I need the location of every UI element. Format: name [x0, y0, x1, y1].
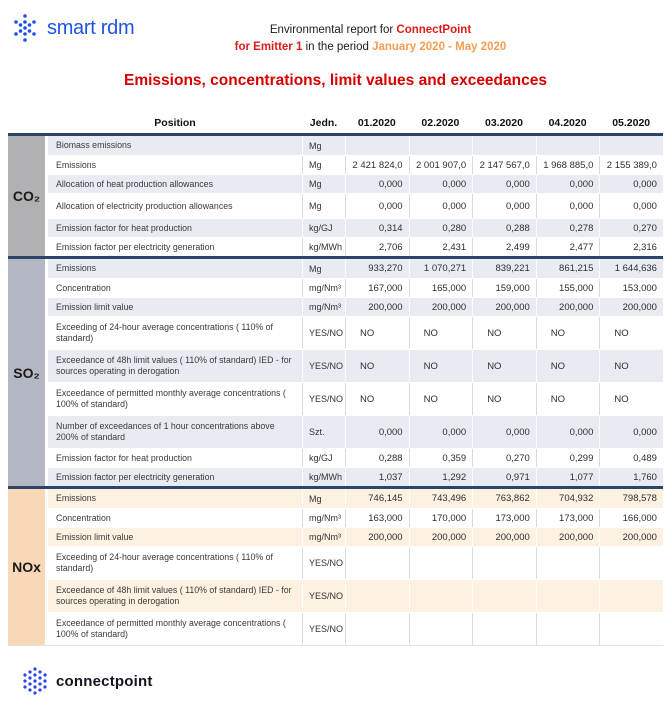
- value-cell: 0,000: [599, 194, 663, 218]
- value-cell: 0,288: [345, 449, 409, 467]
- row-unit: kg/MWh: [302, 468, 345, 486]
- header-month-2: 02.2020: [421, 116, 460, 129]
- header-position: Position: [154, 116, 196, 129]
- value-cell: NO: [536, 317, 600, 349]
- value-cell: 200,000: [409, 528, 473, 546]
- value-cell: 0,000: [536, 175, 600, 193]
- value-cell: 2 421 824,0: [345, 156, 409, 174]
- subtitle-emitter: for Emitter 1: [234, 41, 303, 53]
- value-cell: NO: [599, 350, 663, 382]
- row-label: Emission factor for heat production: [56, 222, 192, 233]
- value-cell: 170,000: [409, 509, 473, 527]
- value-cell: 0,000: [345, 416, 409, 448]
- row-label: Exceeding of 24-hour average concentrations ( 110% of standard): [56, 322, 273, 343]
- subtitle-middle: in the period: [302, 41, 373, 53]
- value-cell: NO: [472, 383, 536, 415]
- section-rows: [48, 489, 663, 645]
- header-month-5: 05.2020: [612, 116, 651, 129]
- value-cell: 743,496: [409, 489, 473, 508]
- row-label: Exceedance of permitted monthly average concentrations ( 100% of standard): [56, 388, 286, 409]
- value-cell: 0,000: [409, 416, 473, 448]
- row-unit: YES/NO: [302, 350, 345, 382]
- table-row: [48, 193, 663, 218]
- row-unit: Mg: [302, 259, 345, 278]
- section-co2: [8, 133, 663, 256]
- table-row: [48, 174, 663, 193]
- connectpoint-logo-text: connectpoint: [56, 672, 153, 690]
- value-cell: 1,292: [409, 468, 473, 486]
- row-label: Number of exceedances of 1 hour concentrations above 200% of standard: [56, 421, 275, 442]
- table-row: [48, 508, 663, 527]
- smart-rdm-logo-text: smart rdm: [47, 16, 135, 39]
- value-cell: [409, 613, 473, 645]
- row-label: Emission factor per electricity generation: [56, 241, 215, 252]
- row-unit: Mg: [302, 136, 345, 155]
- row-label: Allocation of heat production allowances: [56, 178, 213, 189]
- value-cell: 165,000: [409, 279, 473, 297]
- row-label: Emission limit value: [56, 531, 134, 542]
- row-unit: YES/NO: [302, 383, 345, 415]
- value-cell: [599, 580, 663, 612]
- row-label: Emission limit value: [56, 301, 134, 312]
- value-cell: 0,270: [472, 449, 536, 467]
- row-unit: kg/GJ: [302, 219, 345, 237]
- value-cell: [409, 547, 473, 579]
- row-label: Exceedance of 48h limit values ( 110% of standard) IED - for sources operating in derogation: [56, 355, 292, 376]
- value-cell: 0,489: [599, 449, 663, 467]
- table-row: [48, 218, 663, 237]
- value-cell: 0,000: [345, 175, 409, 193]
- row-label: Emissions: [56, 493, 97, 503]
- table-row: [48, 297, 663, 316]
- value-cell: 2,706: [345, 238, 409, 256]
- value-cell: 861,215: [536, 259, 600, 278]
- value-cell: 0,299: [536, 449, 600, 467]
- row-label: Exceedance of 48h limit values ( 110% of standard) IED - for sources operating in derogation: [56, 585, 292, 606]
- value-cell: 0,000: [345, 194, 409, 218]
- value-cell: [536, 613, 600, 645]
- value-cell: 0,270: [599, 219, 663, 237]
- row-label: Emissions: [56, 159, 97, 170]
- subtitle-prefix: Environmental report for: [269, 24, 397, 36]
- subtitle-period: January 2020 - May 2020: [372, 41, 507, 53]
- table-row: [48, 612, 663, 645]
- row-unit: Szt.: [302, 416, 345, 448]
- report-subtitle: [110, 22, 631, 56]
- value-cell: 200,000: [599, 528, 663, 546]
- connectpoint-dots-icon: [22, 666, 48, 696]
- value-cell: 200,000: [536, 298, 600, 316]
- smart-rdm-dots-icon: [10, 11, 40, 45]
- value-cell: 173,000: [536, 509, 600, 527]
- value-cell: [345, 136, 409, 155]
- row-unit: kg/MWh: [302, 238, 345, 256]
- value-cell: [472, 613, 536, 645]
- value-cell: 0,359: [409, 449, 473, 467]
- value-cell: 2 147 567,0: [472, 156, 536, 174]
- value-cell: [536, 580, 600, 612]
- row-unit: YES/NO: [302, 547, 345, 579]
- section-rows: [48, 259, 663, 486]
- value-cell: NO: [409, 317, 473, 349]
- row-label: Biomass emissions: [56, 140, 132, 150]
- value-cell: [409, 580, 473, 612]
- value-cell: 1,037: [345, 468, 409, 486]
- row-unit: YES/NO: [302, 613, 345, 645]
- row-unit: YES/NO: [302, 317, 345, 349]
- value-cell: [345, 547, 409, 579]
- value-cell: 1,760: [599, 468, 663, 486]
- row-unit: mg/Nm³: [302, 298, 345, 316]
- value-cell: 933,270: [345, 259, 409, 278]
- value-cell: 166,000: [599, 509, 663, 527]
- table-header-row: [8, 112, 663, 133]
- value-cell: 200,000: [345, 528, 409, 546]
- row-label: Emissions: [56, 263, 97, 273]
- value-cell: [472, 136, 536, 155]
- value-cell: NO: [472, 317, 536, 349]
- row-label: Emission factor per electricity generation: [56, 471, 215, 482]
- section-rows: [48, 136, 663, 256]
- row-label: Allocation of electricity production allowances: [56, 200, 233, 211]
- value-cell: 0,000: [536, 416, 600, 448]
- row-label: Exceedance of permitted monthly average concentrations ( 100% of standard): [56, 618, 286, 639]
- row-unit: Mg: [302, 175, 345, 193]
- table-row: [48, 278, 663, 297]
- value-cell: [599, 547, 663, 579]
- connectpoint-logo: [22, 666, 153, 696]
- value-cell: 0,288: [472, 219, 536, 237]
- value-cell: 1 070,271: [409, 259, 473, 278]
- value-cell: 0,000: [599, 416, 663, 448]
- value-cell: 0,000: [536, 194, 600, 218]
- value-cell: 1,077: [536, 468, 600, 486]
- value-cell: NO: [409, 350, 473, 382]
- value-cell: 0,280: [409, 219, 473, 237]
- header-unit: Jedn.: [309, 116, 338, 129]
- row-unit: mg/Nm³: [302, 279, 345, 297]
- value-cell: NO: [409, 383, 473, 415]
- gas-label: CO₂: [8, 136, 45, 256]
- value-cell: 159,000: [472, 279, 536, 297]
- table-row: [48, 237, 663, 256]
- row-unit: Mg: [302, 489, 345, 508]
- value-cell: NO: [472, 350, 536, 382]
- value-cell: NO: [345, 350, 409, 382]
- row-unit: kg/GJ: [302, 449, 345, 467]
- value-cell: [409, 136, 473, 155]
- value-cell: 200,000: [409, 298, 473, 316]
- header-month-4: 04.2020: [548, 116, 587, 129]
- value-cell: NO: [345, 383, 409, 415]
- value-cell: 200,000: [536, 528, 600, 546]
- value-cell: 153,000: [599, 279, 663, 297]
- value-cell: NO: [536, 350, 600, 382]
- subtitle-line-2: [110, 39, 631, 56]
- value-cell: 798,578: [599, 489, 663, 508]
- table-row: [48, 489, 663, 508]
- row-label: Emission factor for heat production: [56, 452, 192, 463]
- value-cell: 163,000: [345, 509, 409, 527]
- value-cell: 200,000: [345, 298, 409, 316]
- value-cell: [599, 613, 663, 645]
- value-cell: 0,000: [472, 175, 536, 193]
- table-row: [48, 527, 663, 546]
- value-cell: 839,221: [472, 259, 536, 278]
- emissions-table: [8, 112, 663, 646]
- value-cell: 2,316: [599, 238, 663, 256]
- value-cell: 0,000: [409, 175, 473, 193]
- value-cell: [345, 580, 409, 612]
- value-cell: 155,000: [536, 279, 600, 297]
- table-row: [48, 316, 663, 349]
- value-cell: NO: [599, 317, 663, 349]
- value-cell: 200,000: [599, 298, 663, 316]
- value-cell: 0,000: [472, 416, 536, 448]
- row-label: Exceeding of 24-hour average concentrations ( 110% of standard): [56, 552, 273, 573]
- value-cell: 2,431: [409, 238, 473, 256]
- row-label: Concentration: [56, 282, 111, 293]
- value-cell: 2 155 389,0: [599, 156, 663, 174]
- row-unit: Mg: [302, 156, 345, 174]
- table-row: [48, 155, 663, 174]
- value-cell: 0,971: [472, 468, 536, 486]
- value-cell: NO: [599, 383, 663, 415]
- value-cell: 1 644,636: [599, 259, 663, 278]
- value-cell: 0,278: [536, 219, 600, 237]
- row-unit: mg/Nm³: [302, 509, 345, 527]
- value-cell: 200,000: [472, 528, 536, 546]
- value-cell: 2,477: [536, 238, 600, 256]
- table-row: [48, 349, 663, 382]
- header-month-1: 01.2020: [357, 116, 396, 129]
- value-cell: 0,000: [599, 175, 663, 193]
- value-cell: 2,499: [472, 238, 536, 256]
- value-cell: NO: [536, 383, 600, 415]
- value-cell: 167,000: [345, 279, 409, 297]
- table-row: [48, 579, 663, 612]
- header-month-3: 03.2020: [485, 116, 523, 129]
- value-cell: [536, 547, 600, 579]
- table-row: [48, 415, 663, 448]
- value-cell: 200,000: [472, 298, 536, 316]
- value-cell: NO: [345, 317, 409, 349]
- section-nox: [8, 486, 663, 645]
- table-row: [48, 546, 663, 579]
- row-unit: YES/NO: [302, 580, 345, 612]
- gas-label: SO₂: [8, 259, 45, 486]
- value-cell: 0,314: [345, 219, 409, 237]
- row-label: Concentration: [56, 512, 111, 523]
- value-cell: [345, 613, 409, 645]
- value-cell: 173,000: [472, 509, 536, 527]
- value-cell: 0,000: [472, 194, 536, 218]
- value-cell: [536, 136, 600, 155]
- table-row: [48, 448, 663, 467]
- subtitle-company: ConnectPoint: [396, 24, 472, 36]
- value-cell: [472, 547, 536, 579]
- value-cell: [472, 580, 536, 612]
- row-unit: mg/Nm³: [302, 528, 345, 546]
- table-row: [48, 467, 663, 486]
- section-so2: [8, 256, 663, 486]
- gas-label: NOx: [8, 489, 45, 645]
- value-cell: 763,862: [472, 489, 536, 508]
- subtitle-line-1: [110, 22, 631, 39]
- row-unit: Mg: [302, 194, 345, 218]
- value-cell: 2 001 907,0: [409, 156, 473, 174]
- value-cell: 704,932: [536, 489, 600, 508]
- value-cell: [599, 136, 663, 155]
- table-row: [48, 259, 663, 278]
- value-cell: 746,145: [345, 489, 409, 508]
- table-row: [48, 136, 663, 155]
- value-cell: 0,000: [409, 194, 473, 218]
- table-row: [48, 382, 663, 415]
- page-title: Emissions, concentrations, limit values and exceedances: [124, 72, 547, 89]
- value-cell: 1 968 885,0: [536, 156, 600, 174]
